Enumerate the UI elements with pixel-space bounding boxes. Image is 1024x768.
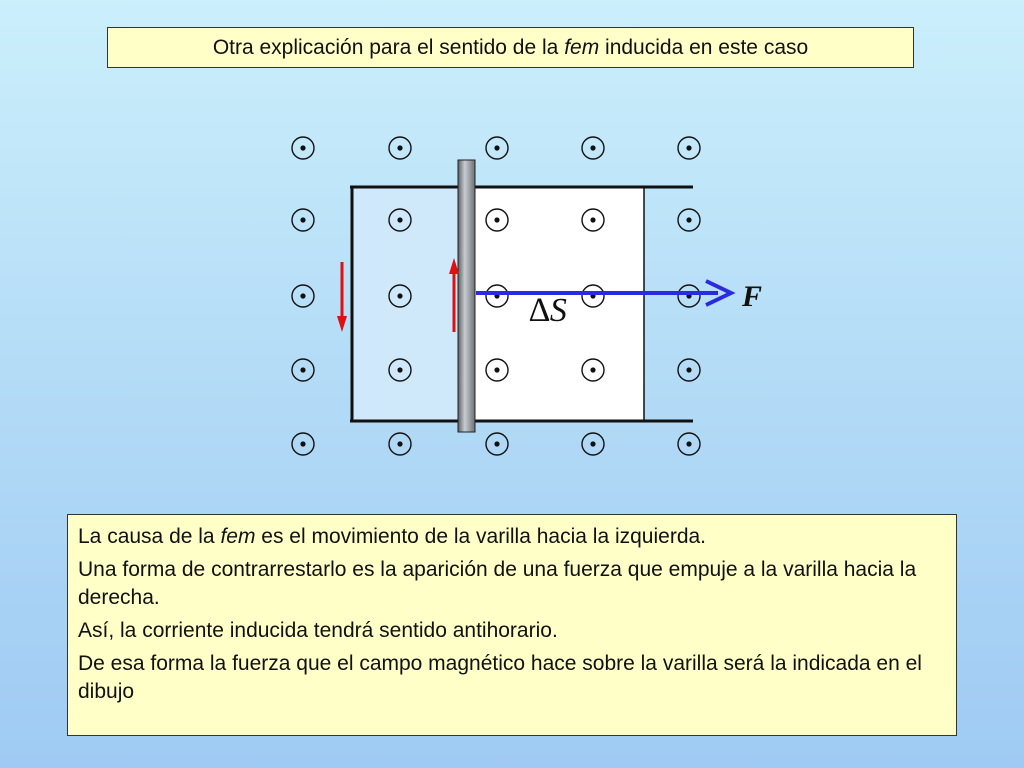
field-dot-symbol: [582, 433, 604, 455]
field-dot-symbol: [678, 359, 700, 381]
explanation-line-1: [78, 523, 942, 551]
field-dot-symbol: [678, 209, 700, 231]
current-arrow-down: [337, 262, 347, 332]
field-dot-symbol: [389, 137, 411, 159]
field-dot-symbol: [678, 433, 700, 455]
field-dot-symbol: [292, 209, 314, 231]
field-dot-symbol: [292, 359, 314, 381]
explanation-line-3: Así, la corriente inducida tendrá sentido antihorario.: [78, 619, 558, 642]
explanation-line-1-end: es el movimiento de la varilla hacia la izquierda.: [255, 525, 707, 548]
title-text-end: inducida en este caso: [599, 35, 809, 59]
explanation-line-4: De esa forma la fuerza que el campo magnético hace sobre la varilla será la indicada en el dibujo: [78, 652, 922, 703]
field-dot-symbol: [292, 137, 314, 159]
field-dot-symbol: [486, 137, 508, 159]
field-dot-symbol: [678, 137, 700, 159]
title-text-emphasis: fem: [564, 35, 600, 59]
field-dot-symbol: [292, 285, 314, 307]
explanation-line-2: Una forma de contrarrestarlo es la aparición de una fuerza que empuje a la varilla hacia la derecha.: [78, 558, 917, 609]
explanation-line-1-start: La causa de la: [78, 525, 221, 548]
field-dot-symbol: [486, 433, 508, 455]
field-dot-symbol: [389, 433, 411, 455]
sliding-rod: [458, 160, 475, 432]
field-dot-symbol: [292, 433, 314, 455]
area-label: ∆S: [529, 292, 567, 329]
explanation-box: [67, 514, 957, 736]
field-dot-symbol: [678, 285, 700, 307]
force-label: F: [742, 280, 763, 313]
explanation-line-1-emphasis: fem: [220, 525, 256, 548]
title-text-start: Otra explicación para el sentido de la: [212, 35, 565, 59]
field-dot-symbol: [582, 137, 604, 159]
